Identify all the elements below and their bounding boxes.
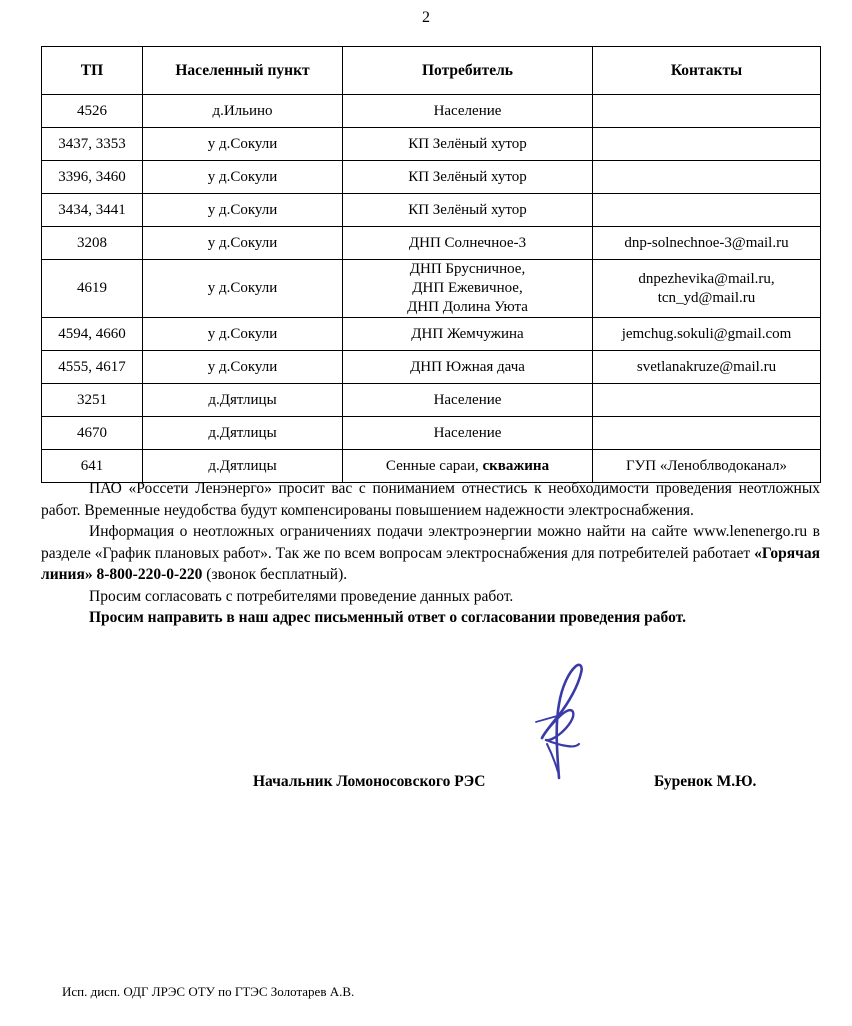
cell-tp: 3434, 3441 (42, 194, 143, 227)
table-row (42, 351, 821, 384)
cell-place: у д.Сокули (143, 318, 343, 351)
table-row (42, 227, 821, 260)
consumer-line: ДНП Долина Уюта (407, 299, 528, 315)
table-row (42, 417, 821, 450)
cell-contacts (593, 95, 821, 128)
cell-consumer: КП Зелёный хутор (343, 161, 593, 194)
cell-tp: 3437, 3353 (42, 128, 143, 161)
cell-tp: 4594, 4660 (42, 318, 143, 351)
footer-executor-note: Исп. дисп. ОДГ ЛРЭС ОТУ по ГТЭС Золотарев А.В. (62, 984, 355, 999)
cell-consumer: Население (343, 95, 593, 128)
page-number: 2 (422, 9, 430, 26)
cell-place: д.Ильино (143, 95, 343, 128)
table-row (42, 318, 821, 351)
signature-ink (501, 660, 631, 790)
consumer-text-bold: скважина (482, 457, 550, 474)
cell-contacts: dnp-solnechnoe-3@mail.ru (593, 227, 821, 260)
cell-tp: 3251 (42, 384, 143, 417)
cell-contacts (593, 128, 821, 161)
outage-table-container (41, 46, 820, 483)
contact-line: dnpezhevika@mail.ru, (638, 270, 775, 287)
consumer-line: ДНП Брусничное, (409, 261, 526, 277)
cell-contacts (593, 417, 821, 450)
column-header-tp: ТП (42, 47, 143, 95)
cell-place: д.Дятлицы (143, 450, 343, 483)
cell-consumer: Население (343, 417, 593, 450)
paragraph-request-written: Просим направить в наш адрес письменный ответ о согласовании проведения работ. (89, 609, 686, 626)
table-row (42, 161, 821, 194)
table-row (42, 260, 821, 318)
cell-tp: 4619 (42, 260, 143, 318)
cell-place: д.Дятлицы (143, 417, 343, 450)
cell-contacts (593, 384, 821, 417)
consumer-text: Сенные сараи, (385, 457, 483, 474)
cell-tp: 3208 (42, 227, 143, 260)
outage-table (41, 46, 821, 483)
contact-line: tcn_yd@mail.ru (657, 289, 756, 306)
paragraph-request: Просим согласовать с потребителями проведение данных работ. (89, 587, 514, 605)
cell-consumer: Население (343, 384, 593, 417)
paragraph-info (41, 521, 820, 586)
column-header-place: Населенный пункт (143, 47, 343, 95)
signature-block (41, 660, 820, 810)
cell-place: у д.Сокули (143, 351, 343, 384)
signature-title: Начальник Ломоносовского РЭС (253, 773, 486, 790)
cell-place: у д.Сокули (143, 260, 343, 318)
consumer-line: ДНП Ежевичное, (412, 280, 523, 296)
cell-consumer (343, 260, 593, 318)
column-header-consumer: Потребитель (343, 47, 593, 95)
column-header-contacts: Контакты (593, 47, 821, 95)
paragraph-apology: ПАО «Россети Ленэнерго» просит вас с пониманием отнестись к необходимости проведения неотложных работ. Временные неудобства будут компенсированы повышением надежности электроснабжения. (41, 480, 820, 519)
cell-place: д.Дятлицы (143, 384, 343, 417)
cell-contacts (593, 161, 821, 194)
cell-consumer: КП Зелёный хутор (343, 128, 593, 161)
cell-place: у д.Сокули (143, 227, 343, 260)
cell-consumer: ДНП Солнечное-3 (343, 227, 593, 260)
cell-tp: 3396, 3460 (42, 161, 143, 194)
cell-contacts (593, 260, 821, 318)
cell-tp: 4526 (42, 95, 143, 128)
paragraph-info-part2: (звонок бесплатный). (202, 566, 348, 583)
cell-consumer: ДНП Южная дача (343, 351, 593, 384)
cell-tp: 4670 (42, 417, 143, 450)
table-row (42, 194, 821, 227)
table-row (42, 128, 821, 161)
signature-name: Буренок М.Ю. (654, 773, 757, 790)
paragraph-info-part1: Информация о неотложных ограничениях подачи электроэнергии можно найти на сайте www.lenenergo.ru в разделе «График плановых работ». Так же по всем вопросам электроснабжения для потребителей работает (41, 523, 820, 562)
body-text (41, 478, 820, 629)
cell-consumer: ДНП Жемчужина (343, 318, 593, 351)
cell-place: у д.Сокули (143, 161, 343, 194)
table-row (42, 384, 821, 417)
cell-contacts: jemchug.sokuli@gmail.com (593, 318, 821, 351)
cell-tp: 4555, 4617 (42, 351, 143, 384)
cell-place: у д.Сокули (143, 194, 343, 227)
hotline-text: «Горячая линия» 8-800-220-0-220 (41, 544, 820, 583)
cell-contacts: svetlanakruze@mail.ru (593, 351, 821, 384)
cell-contacts (593, 194, 821, 227)
cell-consumer: КП Зелёный хутор (343, 194, 593, 227)
table-header-row (42, 47, 821, 95)
cell-place: у д.Сокули (143, 128, 343, 161)
cell-contacts: ГУП «Леноблводоканал» (593, 450, 821, 483)
table-row (42, 95, 821, 128)
cell-tp: 641 (42, 450, 143, 483)
